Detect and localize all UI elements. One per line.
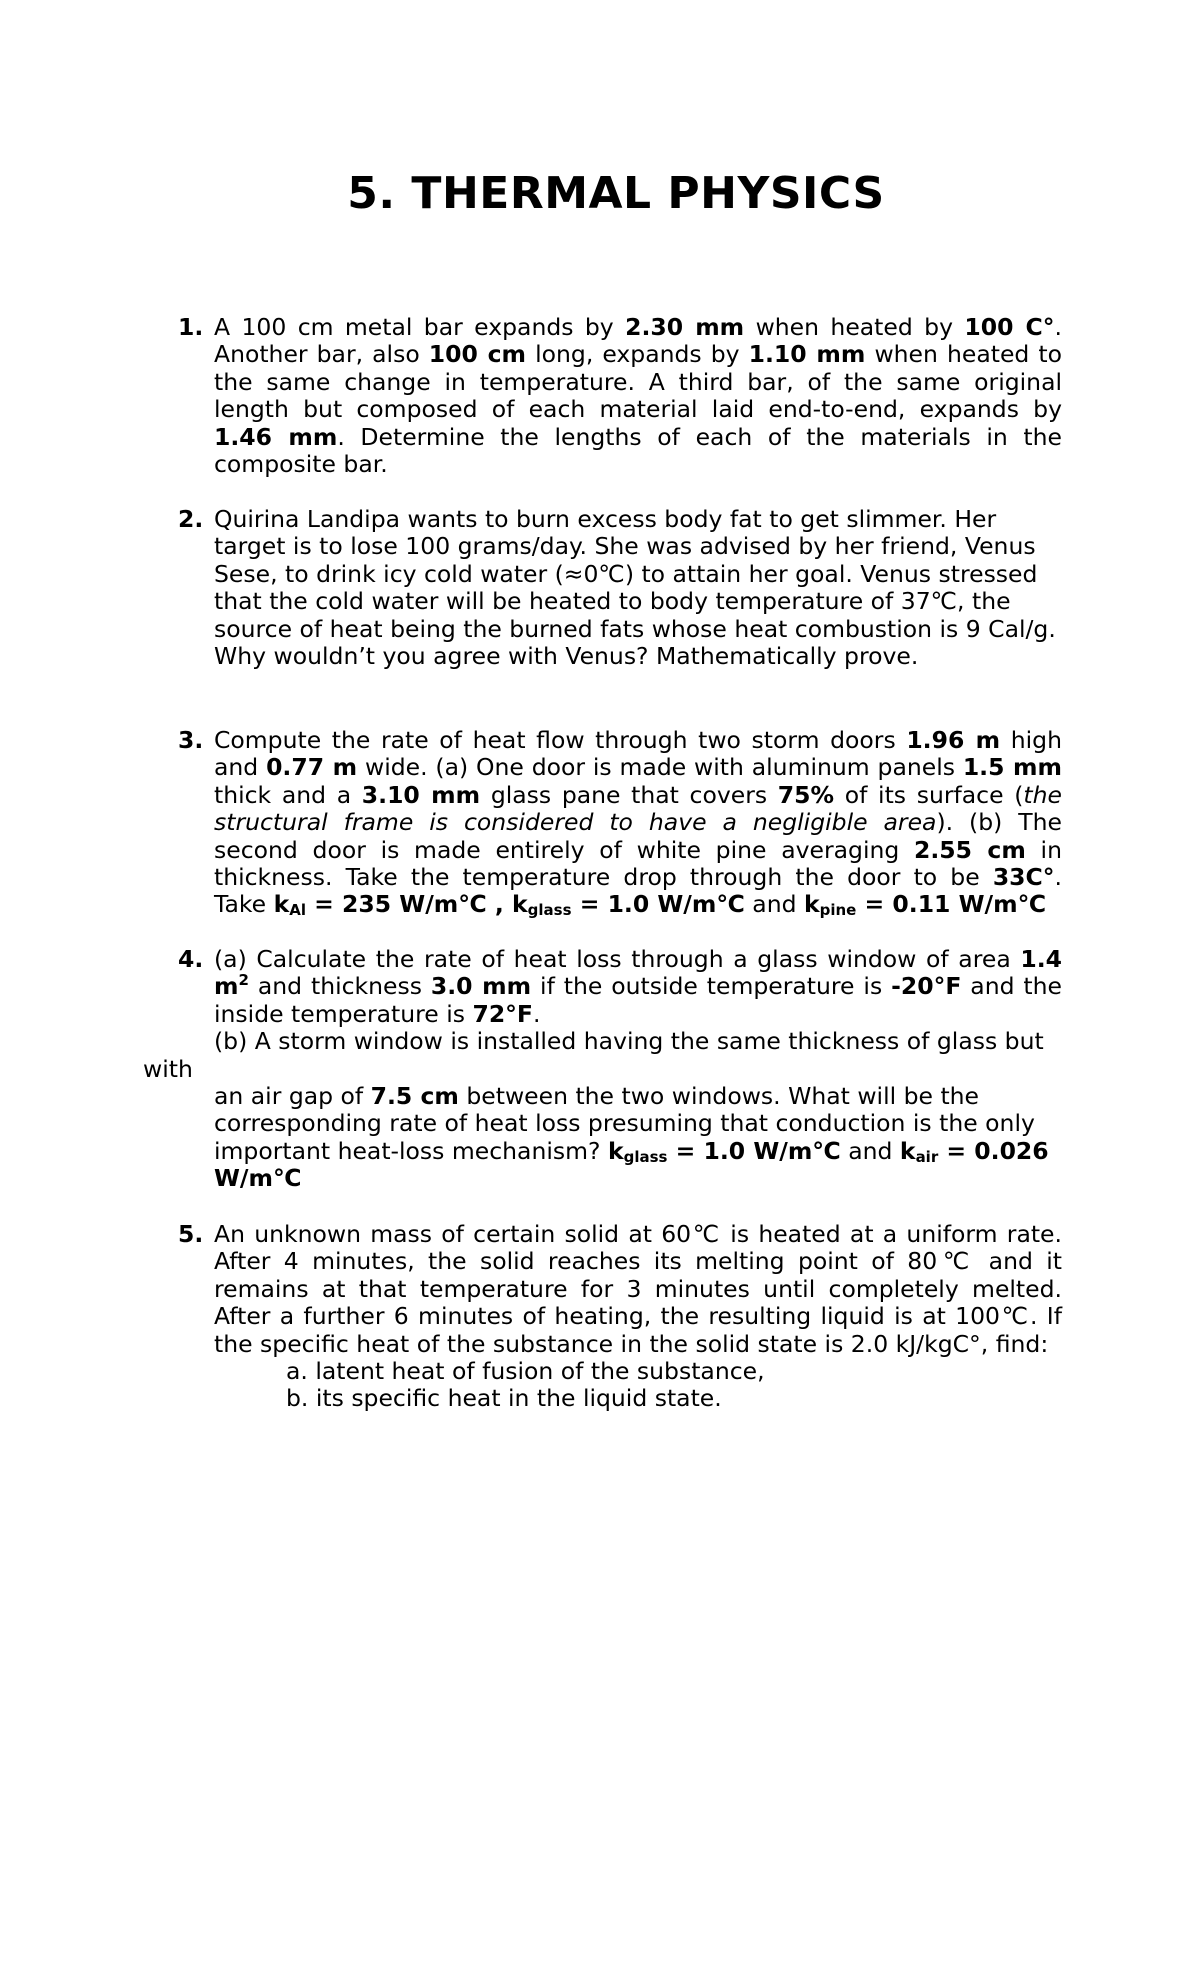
k-glass: $k_{glass} = 1.0$ W/m℃ (512, 890, 745, 920)
text-run: and (744, 890, 804, 919)
value-bold: 1.96 m (906, 726, 1001, 754)
value-bold: 33C° (992, 863, 1055, 892)
value-bold: 1.5 mm (962, 753, 1062, 782)
text-run: glass pane that covers (480, 780, 778, 809)
problem-number: 1. (178, 313, 204, 341)
text-run: of its surface ( (834, 780, 1024, 809)
problem-text (143, 945, 1062, 1193)
text-run: (a) Calculate the rate of heat loss through a glass window of area (214, 945, 1021, 973)
text-run: A 100 cm metal bar expands by (214, 313, 626, 341)
k-aluminum: $k_{Al} = 235$ W/m℃ , (273, 890, 513, 920)
part-b-line: corresponding rate of heat loss presuming that conduction is the only (214, 1109, 1035, 1138)
sub-question-a: a. latent heat of fusion of the substance, (286, 1357, 765, 1386)
problem-1 (178, 314, 1068, 478)
problem-text (214, 506, 1062, 670)
part-b-line: important heat-loss mechanism? $k_{glass} = 1.0$ W/m℃ and $k_{air} = 0.026$ (214, 1136, 1049, 1166)
problem-number: 4. (178, 945, 204, 973)
text-run: . Another bar, also (214, 313, 1063, 369)
text-run: if the outside temperature is (531, 972, 892, 1001)
part-b-line: (b) A storm window is installed having the same thickness of glass but (214, 1027, 1044, 1056)
value-bold: 3.10 mm (361, 780, 481, 809)
value-bold: 100 cm (428, 340, 527, 369)
text-run: when heated by (744, 313, 965, 341)
text-run: Compute the rate of heat flow through two storm doors (214, 726, 907, 754)
text-run: long, expands by (526, 340, 749, 369)
value-bold: 72°F (472, 999, 533, 1028)
text-run: wide. (a) One door is made with aluminum panels (357, 753, 963, 782)
text-run: and thickness (248, 972, 431, 1001)
value-bold: 1.10 mm (748, 340, 866, 369)
part-a (214, 946, 1062, 1028)
text-run: and the inside temperature is (214, 972, 1062, 1028)
value-bold: 2.30 mm (625, 313, 745, 341)
k-air-unit: W/m℃ (214, 1164, 302, 1193)
text-run: thick and a (214, 780, 362, 809)
problem-number: 2. (178, 505, 204, 533)
sub-question-list (286, 1358, 1062, 1413)
value-bold: 1.4 $m^2$ (214, 945, 1062, 1001)
part-b-line: an air gap of 7.5 cm between the two windows. What will be the (214, 1082, 980, 1111)
value-bold: 100 C° (964, 313, 1055, 341)
text-run: high and (214, 726, 1062, 782)
text-run: . Take (214, 863, 1062, 919)
text-line: that the cold water will be heated to body temperature of 37℃, the (214, 587, 1011, 616)
k-pine: $k_{pine} = 0.11$ W/m℃ (803, 890, 1047, 920)
part-b-line: with (143, 1054, 193, 1083)
problem-text (214, 1221, 1062, 1413)
problem-number: 5. (178, 1220, 204, 1248)
page-title: 5. THERMAL PHYSICS (347, 168, 885, 219)
problem-3 (178, 727, 1068, 919)
text-run: . (532, 999, 541, 1028)
problem-text (214, 727, 1062, 919)
problem-paragraph: An unknown mass of certain solid at 60℃ is heated at a uniform rate. After 4 minutes, the solid reaches its melting point of 80℃ and it remains at that temperature for 3 minutes until completely melted. After a further 6 minutes of heating, the resulting liquid is at 100℃. If the specific heat of the substance in the solid state is 2.0 kJ/kgC°, find: (214, 1220, 1062, 1358)
k-air: $k_{air} = 0.026$ (899, 1136, 1049, 1166)
sub-question-b: b. its specific heat in the liquid state. (286, 1384, 722, 1413)
value-bold: 1.46 mm (214, 422, 338, 451)
problem-number: 3. (178, 726, 204, 754)
value-bold: 3.0 mm (430, 972, 532, 1001)
text-run: ). (b) The second door is made entirely of white pine averaging (214, 808, 1062, 864)
problem-4 (143, 945, 1068, 1193)
k-glass: $k_{glass} = 1.0$ W/m℃ (607, 1136, 841, 1166)
text-run: . Determine the lengths of each of the materials in the composite bar. (214, 422, 1062, 479)
value-bold: -20°F (891, 972, 962, 1001)
text-run: in thickness. Take the temperature drop through the door to be (214, 835, 1062, 892)
text-line: source of heat being the burned fats whose heat combustion is 9 Cal/g. (214, 614, 1056, 643)
text-line: Why wouldn’t you agree with Venus? Mathematically prove. (214, 642, 919, 671)
problem-2 (178, 506, 1068, 670)
problem-text (214, 314, 1062, 478)
value-bold: 2.55 cm (914, 835, 1026, 864)
text-line: Quirina Landipa wants to burn excess body fat to get slimmer. Her (214, 505, 997, 533)
problem-5 (178, 1221, 1068, 1413)
text-line: target is to lose 100 grams/day. She was advised by her friend, Venus (214, 532, 1036, 561)
italic-note: the structural frame is considered to have a negligible area (214, 780, 1062, 837)
value-bold: 75% (777, 780, 835, 809)
text-line: Sese, to drink icy cold water (≈0℃) to attain her goal. Venus stressed (214, 559, 1038, 588)
value-bold: 0.77 m (266, 753, 358, 782)
text-run: when heated to the same change in temperature. A third bar, of the same original length but composed of each material laid end-to-end, expands by (214, 340, 1062, 424)
